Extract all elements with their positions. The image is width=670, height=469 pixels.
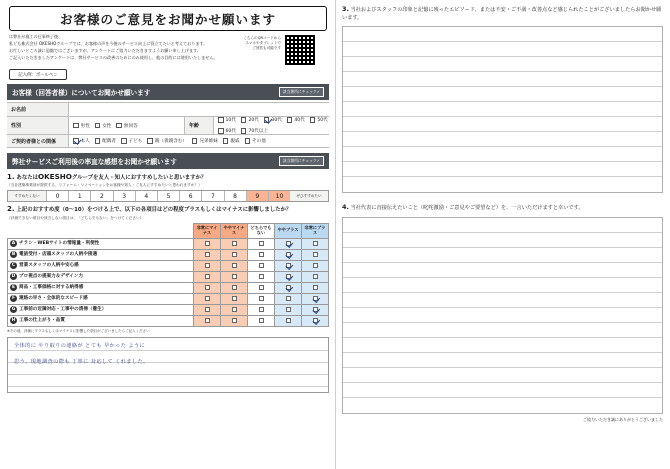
q1-scale-9[interactable]: 9 bbox=[246, 191, 268, 201]
qr-code-icon bbox=[284, 34, 316, 66]
q1-sub: （当社建築事業部が提供する、リフォーム・リノベーションをお客様や知人・ご友人にすすめたいと思われますか？） bbox=[7, 183, 202, 188]
q2-row-badge-b: B bbox=[11, 252, 16, 258]
age-option-30s[interactable] bbox=[264, 117, 282, 123]
section2-title: 弊社サービスご利用後の率直な感想をお聞かせ願います bbox=[12, 158, 177, 166]
q1-scale-6[interactable]: 6 bbox=[179, 191, 201, 201]
q2-title bbox=[7, 205, 329, 214]
q2-cell-f-3[interactable] bbox=[275, 293, 302, 304]
q2-row-label-c bbox=[8, 260, 194, 271]
section1-title: お客様（回答者様）についてお聞かせ願います bbox=[12, 89, 151, 97]
relation-option-relative[interactable] bbox=[223, 138, 240, 144]
q2-row-label-b bbox=[8, 249, 194, 260]
relation-option-relative-label: 親戚 bbox=[230, 139, 240, 144]
intro-block bbox=[7, 34, 329, 66]
q2-row-text-e: 商品・工事価格に対する納得感 bbox=[19, 285, 84, 291]
gender-option-female-label: 女性 bbox=[102, 123, 112, 129]
gender-option-male[interactable] bbox=[73, 123, 90, 129]
table-row bbox=[8, 238, 329, 249]
footer-thanks: ご協力いただき誠にありがとうございました bbox=[583, 416, 663, 422]
handwriting-line-1: 思う。現地調査の際も 丁寧に 対応して くれました。 bbox=[14, 358, 149, 365]
row-age-label: 年齢 bbox=[184, 117, 214, 134]
q1-brand: OKESHO bbox=[38, 172, 72, 181]
q2-col-2: どちらでもない bbox=[248, 223, 275, 238]
q2-cell-h-3[interactable] bbox=[275, 315, 302, 326]
q2-row-badge-c: C bbox=[11, 263, 16, 269]
q4-number: 4. bbox=[342, 203, 349, 212]
relation-option-parent-label: 親（義親含む） bbox=[154, 139, 187, 144]
q2-cell-a-3[interactable] bbox=[275, 238, 302, 249]
q2-cell-a-2[interactable] bbox=[248, 238, 275, 249]
q2-cell-b-2[interactable] bbox=[248, 249, 275, 260]
relation-option-child[interactable] bbox=[121, 138, 142, 144]
age-option-10s-label: 10代 bbox=[225, 118, 236, 123]
age-option-70s[interactable] bbox=[241, 128, 268, 134]
q2-cell-h-1[interactable] bbox=[221, 315, 248, 326]
row-relation-label: ご契約者様との関係 bbox=[7, 135, 69, 147]
q2-col-1: ややマイナス bbox=[221, 223, 248, 238]
q3-answer-area[interactable] bbox=[342, 26, 663, 193]
age-option-40s[interactable] bbox=[287, 117, 305, 123]
q3-title bbox=[342, 5, 663, 22]
table-row bbox=[8, 282, 329, 293]
table-row bbox=[8, 293, 329, 304]
age-option-70s-label: 70代以上 bbox=[248, 129, 269, 134]
q1-scale-7[interactable]: 7 bbox=[201, 191, 223, 201]
q2-cell-g-4[interactable] bbox=[302, 304, 329, 315]
q1-scale-0[interactable]: 0 bbox=[46, 191, 68, 201]
q4-answer-area[interactable] bbox=[342, 217, 663, 414]
q2-cell-g-2[interactable] bbox=[248, 304, 275, 315]
relation-option-child-label: 子ども bbox=[128, 139, 143, 144]
q2-cell-e-1[interactable] bbox=[221, 282, 248, 293]
q2-cell-d-2[interactable] bbox=[248, 271, 275, 282]
q2-cell-h-4[interactable] bbox=[302, 315, 329, 326]
age-option-50s-label: 50代 bbox=[317, 118, 328, 123]
q2-col-3: ややプラス bbox=[275, 223, 302, 238]
intro-text bbox=[9, 34, 237, 66]
table-row bbox=[8, 260, 329, 271]
q1-scale-5[interactable]: 5 bbox=[157, 191, 179, 201]
q2-cell-f-1[interactable] bbox=[221, 293, 248, 304]
q2-row-label-d bbox=[8, 271, 194, 282]
q2-cell-g-3[interactable] bbox=[275, 304, 302, 315]
q2-row-badge-f: F bbox=[12, 296, 15, 302]
q2-matrix-header bbox=[8, 223, 329, 238]
relation-option-spouse-label: 配偶者 bbox=[102, 139, 116, 144]
q2-cell-c-0[interactable] bbox=[194, 260, 221, 271]
q2-cell-d-1[interactable] bbox=[221, 271, 248, 282]
q2-cell-f-2[interactable] bbox=[248, 293, 275, 304]
row-name-input[interactable] bbox=[69, 103, 329, 116]
q2-row-label-a bbox=[8, 238, 194, 249]
q1-scale-10[interactable]: 10 bbox=[268, 191, 290, 201]
row-relation bbox=[7, 135, 329, 148]
age-option-20s[interactable] bbox=[241, 117, 259, 123]
q2-cell-e-3[interactable] bbox=[275, 282, 302, 293]
row-gender-age bbox=[7, 117, 329, 135]
pen-note bbox=[9, 69, 67, 80]
q2-cell-a-4[interactable] bbox=[302, 238, 329, 249]
q1-title bbox=[7, 172, 329, 182]
q2-cell-h-0[interactable] bbox=[194, 315, 221, 326]
relation-option-self[interactable] bbox=[73, 138, 90, 144]
q1-text-post: グループを友人・知人におすすめしたいと思いますか？ bbox=[71, 175, 207, 181]
q1-scale-right-label: ぜひすすめたい bbox=[290, 191, 328, 201]
q2-cell-c-2[interactable] bbox=[248, 260, 275, 271]
q2-row-badge-g: G bbox=[11, 307, 16, 313]
q2-row-badge-h: H bbox=[11, 318, 16, 324]
qr-block bbox=[241, 34, 327, 66]
q2-cell-c-1[interactable] bbox=[221, 260, 248, 271]
pen-note-text: 記入例：ボールペン bbox=[18, 72, 58, 78]
row-relation-options bbox=[69, 135, 329, 147]
row-gender-label: 性別 bbox=[7, 117, 69, 134]
age-option-20s-label: 20代 bbox=[248, 118, 259, 123]
q2-cell-a-0[interactable] bbox=[194, 238, 221, 249]
q2-cell-d-3[interactable] bbox=[275, 271, 302, 282]
q2-col-4: 非常にプラス bbox=[302, 223, 329, 238]
page-title-text: お客様のご意見をお聞かせ願います bbox=[59, 11, 276, 27]
q4-text: 当社代表に直接伝えたいこと（叱咤激励・ご意見やご要望など）を、一言いただけますと幸いです。 bbox=[350, 205, 584, 212]
q2-cell-b-3[interactable] bbox=[275, 249, 302, 260]
age-option-60s[interactable] bbox=[218, 128, 236, 134]
relation-option-other[interactable] bbox=[245, 138, 266, 144]
q2-cell-b-0[interactable] bbox=[194, 249, 221, 260]
age-option-50s[interactable] bbox=[310, 117, 328, 123]
q1-scale-8[interactable]: 8 bbox=[224, 191, 246, 201]
q2-col-0: 非常にマイナス bbox=[194, 223, 221, 238]
q2-cell-c-4[interactable] bbox=[302, 260, 329, 271]
q2-foot-note: ※その他、評価にプラスもしくはマイナスに影響した項目がございましたらご記入ください bbox=[7, 328, 150, 333]
intro-line-0: は弊社が施工の仕事終了後、 bbox=[9, 34, 63, 39]
table-row bbox=[8, 271, 329, 282]
relation-option-sibling-label: 兄弟姉妹 bbox=[199, 139, 218, 144]
age-option-30s-label: 30代 bbox=[271, 118, 282, 123]
q2-cell-b-4[interactable] bbox=[302, 249, 329, 260]
handwriting-line-0: 全体的に やり取りの連絡が とても 早かった ように bbox=[14, 342, 146, 349]
gender-option-noanswer[interactable] bbox=[116, 123, 137, 129]
q2-cell-f-4[interactable] bbox=[302, 293, 329, 304]
q2-cell-h-2[interactable] bbox=[248, 315, 275, 326]
row-age-options bbox=[214, 117, 329, 134]
relation-option-spouse[interactable] bbox=[95, 138, 116, 144]
q2-row-badge-e: E bbox=[12, 285, 15, 291]
section2-header bbox=[7, 153, 329, 169]
q2-row-badge-d: D bbox=[11, 274, 16, 280]
q2-cell-d-0[interactable] bbox=[194, 271, 221, 282]
q2-cell-d-4[interactable] bbox=[302, 271, 329, 282]
q2-cell-f-0[interactable] bbox=[194, 293, 221, 304]
q2-cell-e-4[interactable] bbox=[302, 282, 329, 293]
gender-option-male-label: 男性 bbox=[80, 123, 90, 129]
right-page bbox=[335, 0, 670, 469]
q2-row-badge-a: A bbox=[11, 241, 16, 247]
q2-cell-g-1[interactable] bbox=[221, 304, 248, 315]
q1-scale-1[interactable]: 1 bbox=[68, 191, 90, 201]
q2-row-label-h bbox=[8, 315, 194, 326]
relation-option-self-label: 本人 bbox=[80, 139, 90, 144]
intro-line-3: ご記入いただきましたアンケートは、弊社サービスの改善のためにのみ使用し、他の目的には使用いたしません。 bbox=[9, 55, 218, 61]
q2-row-label-e bbox=[8, 282, 194, 293]
q2-cell-g-0[interactable] bbox=[194, 304, 221, 315]
table-row bbox=[8, 304, 329, 315]
q2-row-label-g bbox=[8, 304, 194, 315]
section2-note: 該当箇所にチェック✓ bbox=[279, 156, 324, 166]
q2-cell-e-0[interactable] bbox=[194, 282, 221, 293]
qr-label: こちらのQRコードから スマホやタブレットで ご回答も可能です bbox=[243, 36, 281, 50]
q2-row-text-d: プロ視点の提案力＆デザイン力 bbox=[19, 274, 83, 280]
q1-scale-2[interactable]: 2 bbox=[90, 191, 112, 201]
section1-note: 該当箇所にチェック✓ bbox=[279, 87, 324, 97]
age-option-60s-label: 60代 bbox=[225, 129, 236, 134]
q2-number: 2. bbox=[7, 205, 15, 214]
q2-matrix-corner bbox=[8, 223, 194, 238]
row-gender-options bbox=[69, 117, 184, 134]
q2-comment-area[interactable] bbox=[7, 337, 329, 393]
q1-scale-3[interactable]: 3 bbox=[113, 191, 135, 201]
q2-sub: （評価できない項目や該当しない項目は、「どちらでもない」をつけてください） bbox=[7, 215, 144, 220]
q2-cell-c-3[interactable] bbox=[275, 260, 302, 271]
q1-scale bbox=[7, 190, 329, 202]
q2-row-text-g: 工事前の近隣対応・工事中の清掃（養生） bbox=[19, 307, 107, 313]
q2-cell-b-1[interactable] bbox=[221, 249, 248, 260]
q2-matrix bbox=[7, 223, 329, 327]
relation-option-parent[interactable] bbox=[147, 138, 187, 144]
age-option-40s-label: 40代 bbox=[294, 118, 305, 123]
q2-row-text-c: 営業スタッフの人柄や安心感 bbox=[19, 263, 79, 269]
table-row bbox=[8, 315, 329, 326]
q2-row-text-f: 連絡の早さ・全体的なスピード感 bbox=[19, 296, 88, 302]
q4-title bbox=[342, 203, 663, 213]
table-row bbox=[8, 249, 329, 260]
q1-text-pre: あなたは bbox=[16, 175, 38, 181]
q3-number: 3. bbox=[342, 5, 349, 13]
age-option-10s[interactable] bbox=[218, 117, 236, 123]
intro-line-1: 私ども株式会社 OKESHOグループでは、お客様の声を今後のサービス向上に役立てたいと考えております。 bbox=[9, 41, 208, 47]
q1-scale-cells bbox=[46, 191, 290, 201]
q1-number: 1. bbox=[7, 173, 15, 181]
row-name bbox=[7, 102, 329, 117]
q2-row-text-b: 電話受付・店頭スタッフの人柄や接遇 bbox=[19, 252, 98, 258]
q2-cell-a-1[interactable] bbox=[221, 238, 248, 249]
page-title bbox=[9, 6, 327, 31]
q2-cell-e-2[interactable] bbox=[248, 282, 275, 293]
intro-line-2: お忙しいところ誠に恐縮ではございますが、アンケートにご協力いただきますようお願い申し上げます。 bbox=[9, 48, 201, 54]
q3-text: 当社およびスタッフの印象と記憶に残ったエピソード、または不安・ご不満・改善点など感じられたことがございましたらお聞かせ願います。 bbox=[342, 7, 662, 21]
gender-option-female[interactable] bbox=[95, 123, 112, 129]
q2-text: 上記のおすすめ度（0〜10）をつける上で、以下の各項目はどの程度プラスもしくはマイナスに影響しましたか？ bbox=[16, 207, 292, 214]
relation-option-sibling[interactable] bbox=[192, 138, 218, 144]
row-name-label: お名前 bbox=[7, 103, 69, 116]
q2-row-text-h: 工事の仕上がり・品質 bbox=[19, 318, 65, 324]
q2-row-text-a: チラシ・WEBサイトの情報量・利便性 bbox=[19, 241, 100, 247]
q1-scale-left-label: すすめたくない bbox=[8, 191, 46, 201]
relation-option-other-label: その他 bbox=[252, 139, 266, 144]
q2-row-label-f bbox=[8, 293, 194, 304]
q1-scale-4[interactable]: 4 bbox=[135, 191, 157, 201]
section1-header bbox=[7, 84, 329, 100]
gender-option-noanswer-label: 無回答 bbox=[123, 123, 138, 129]
